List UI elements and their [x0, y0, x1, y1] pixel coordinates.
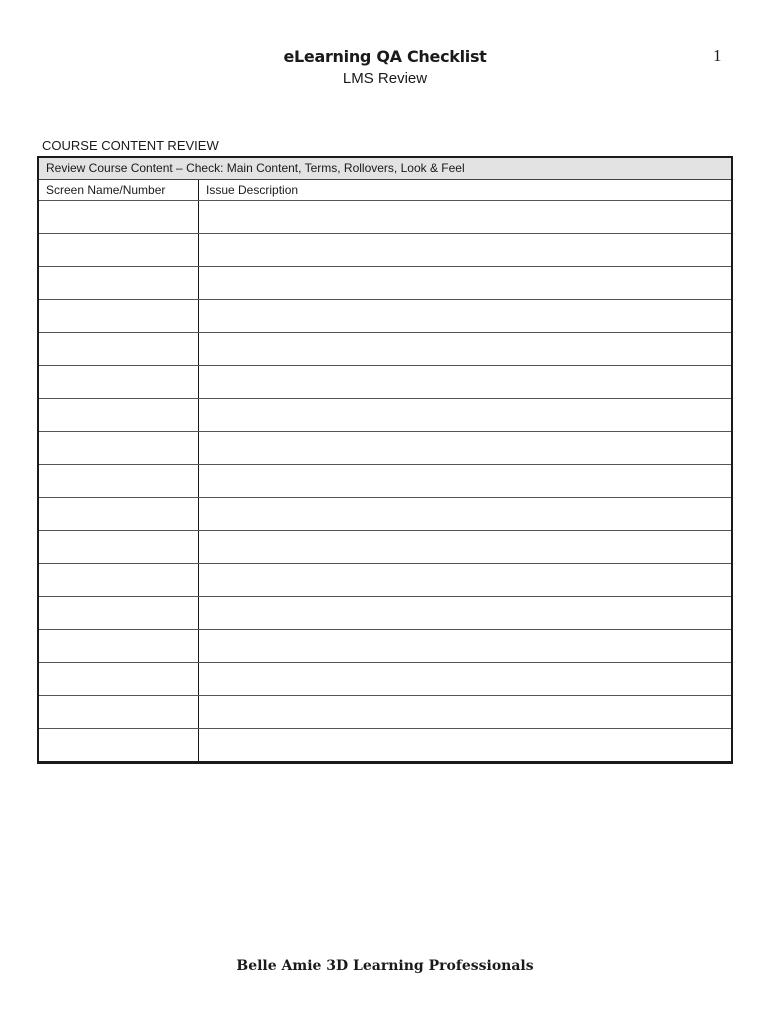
checklist-table: [37, 156, 733, 764]
issue-description-cell[interactable]: [199, 498, 731, 530]
issue-description-cell[interactable]: [199, 201, 731, 233]
document-title: eLearning QA Checklist: [283, 47, 487, 66]
screen-name-cell[interactable]: [39, 498, 199, 530]
column-header-issue-description: Issue Description: [206, 183, 299, 197]
table-row: [39, 234, 731, 267]
table-row: [39, 597, 731, 630]
issue-description-cell[interactable]: [199, 300, 731, 332]
screen-name-cell[interactable]: [39, 432, 199, 464]
table-instruction-band: Review Course Content – Check: Main Content, Terms, Rollovers, Look & Feel: [39, 158, 731, 180]
table-row: [39, 333, 731, 366]
table-row: [39, 201, 731, 234]
issue-description-cell[interactable]: [199, 663, 731, 695]
document-subtitle: LMS Review: [342, 70, 428, 87]
screen-name-cell[interactable]: [39, 333, 199, 365]
screen-name-cell[interactable]: [39, 597, 199, 629]
issue-description-cell[interactable]: [199, 267, 731, 299]
table-row: [39, 498, 731, 531]
table-row: [39, 465, 731, 498]
issue-description-cell[interactable]: [199, 399, 731, 431]
issue-description-cell[interactable]: [199, 630, 731, 662]
table-row: [39, 663, 731, 696]
section-heading: COURSE CONTENT REVIEW: [42, 138, 219, 153]
issue-description-cell[interactable]: [199, 465, 731, 497]
screen-name-cell[interactable]: [39, 630, 199, 662]
screen-name-cell[interactable]: [39, 729, 199, 761]
issue-description-cell[interactable]: [199, 366, 731, 398]
issue-description-cell[interactable]: [199, 597, 731, 629]
table-row: [39, 300, 731, 333]
page-number: 1: [713, 46, 722, 65]
issue-description-cell[interactable]: [199, 234, 731, 266]
issue-description-cell[interactable]: [199, 531, 731, 563]
column-header-screen-name: Screen Name/Number: [39, 180, 199, 200]
screen-name-cell[interactable]: [39, 366, 199, 398]
issue-description-cell[interactable]: [199, 432, 731, 464]
screen-name-cell[interactable]: [39, 465, 199, 497]
footer-text: Belle Amie 3D Learning Professionals: [236, 958, 534, 974]
issue-description-cell[interactable]: [199, 333, 731, 365]
screen-name-cell[interactable]: [39, 663, 199, 695]
table-row: [39, 399, 731, 432]
table-row: [39, 729, 731, 761]
screen-name-cell[interactable]: [39, 564, 199, 596]
issue-description-cell[interactable]: [199, 729, 731, 761]
table-row: [39, 564, 731, 597]
issue-description-cell[interactable]: [199, 696, 731, 728]
table-row: [39, 366, 731, 399]
screen-name-cell[interactable]: [39, 531, 199, 563]
screen-name-cell[interactable]: [39, 696, 199, 728]
table-row: [39, 531, 731, 564]
issue-description-cell[interactable]: [199, 564, 731, 596]
screen-name-cell[interactable]: [39, 201, 199, 233]
table-row: [39, 267, 731, 300]
table-row: [39, 630, 731, 663]
table-column-headers: [39, 180, 731, 201]
screen-name-cell[interactable]: [39, 399, 199, 431]
screen-name-cell[interactable]: [39, 234, 199, 266]
table-row: [39, 432, 731, 465]
screen-name-cell[interactable]: [39, 267, 199, 299]
table-body: [39, 201, 731, 761]
table-row: [39, 696, 731, 729]
screen-name-cell[interactable]: [39, 300, 199, 332]
